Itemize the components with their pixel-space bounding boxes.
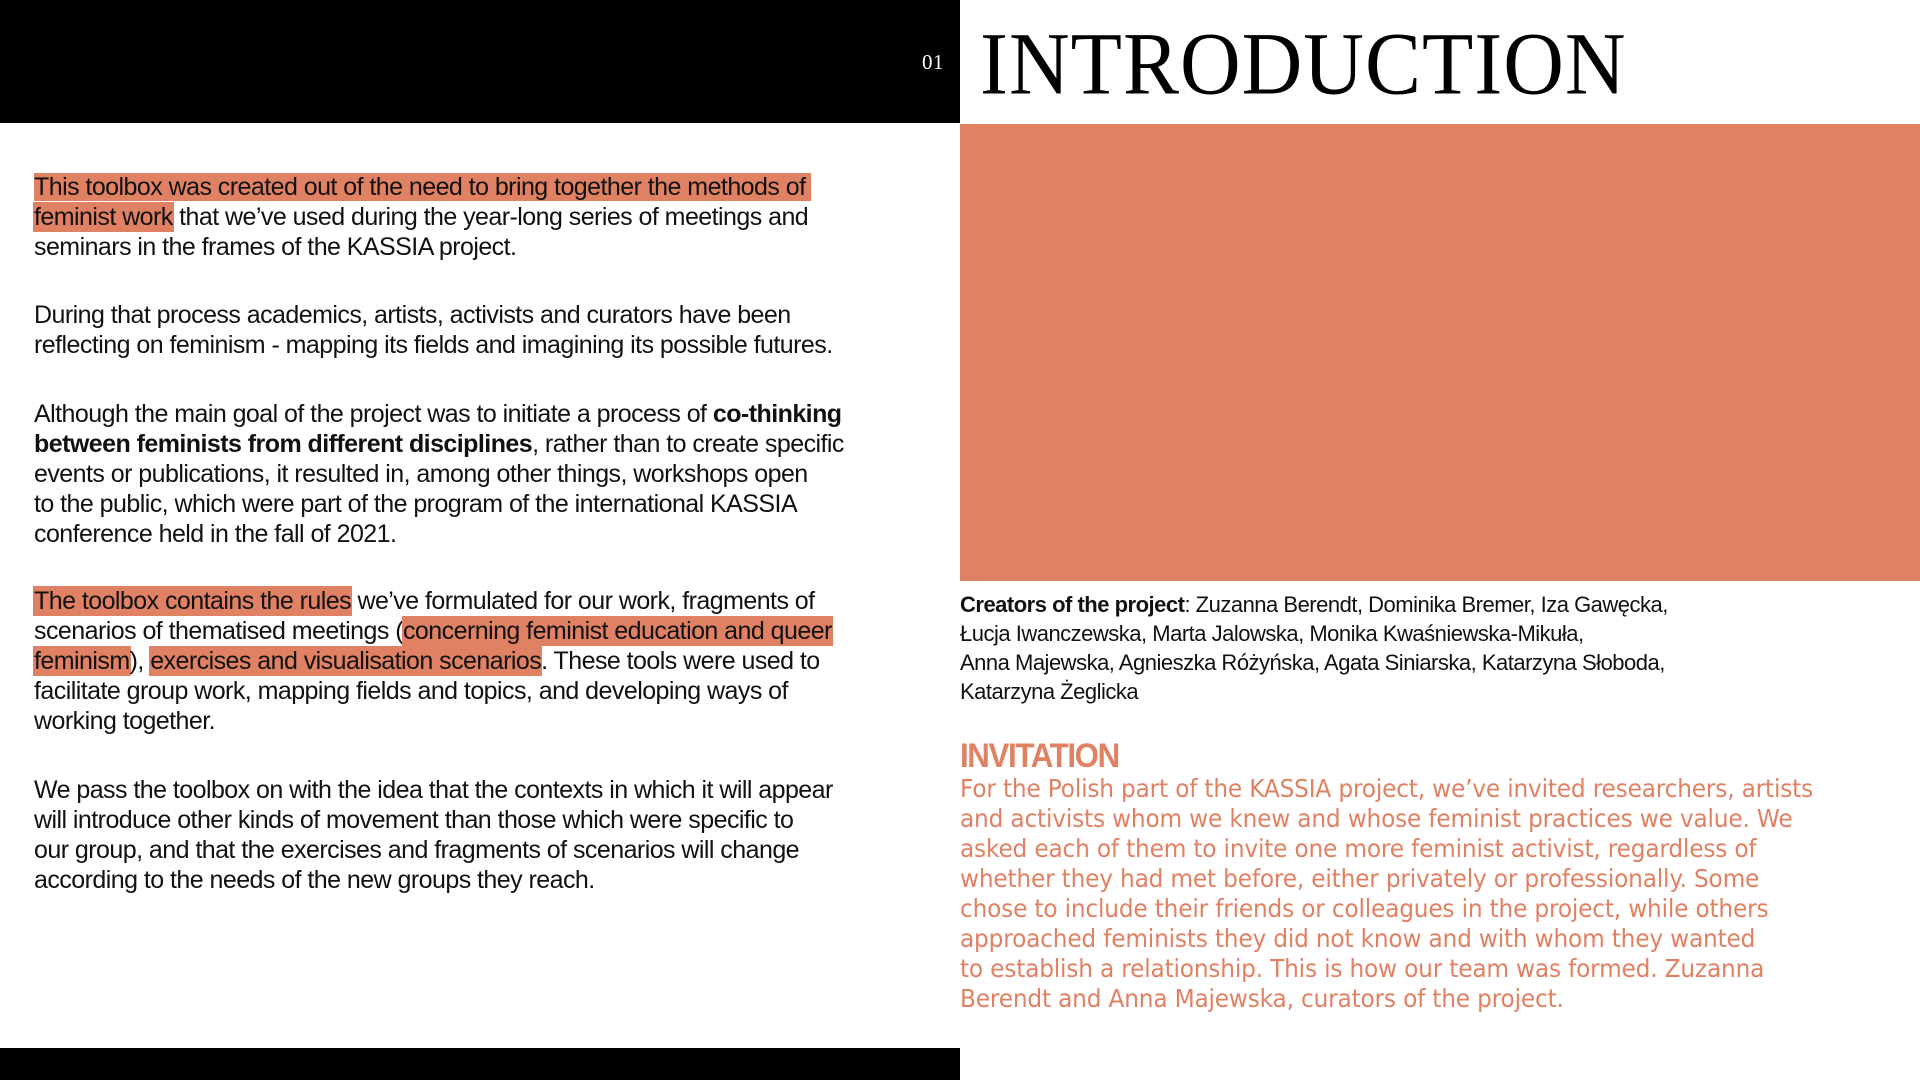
page-title: INTRODUCTION [980, 15, 1627, 114]
text-run: , rather than to create specific [532, 430, 844, 458]
bold-run: between feminists from different disciplines [34, 430, 533, 458]
text-line: seminars in the frames of the KASSIA project. [34, 233, 517, 261]
creators-label: Creators of the project [960, 592, 1185, 617]
text-run: . These tools were used to [541, 647, 820, 675]
invitation-heading: INVITATION [960, 737, 1119, 775]
text-line: approached feminists they did not know and with whom they wanted [960, 924, 1756, 953]
text-run: scenarios of thematised meetings ( [34, 617, 403, 645]
image-placeholder-block [960, 124, 1920, 581]
paragraph-4 [34, 586, 954, 736]
text-line: Berendt and Anna Majewska, curators of the project. [960, 984, 1564, 1013]
text-line: our group, and that the exercises and fragments of scenarios will change [34, 836, 800, 864]
text-line: chose to include their friends or colleagues in the project, while others [960, 894, 1769, 923]
text-line: facilitate group work, mapping fields and topics, and developing ways of [34, 677, 788, 705]
text-run: ), [129, 647, 151, 675]
text-run: : Zuzanna Berendt, Dominika Bremer, Iza Gawęcka, [1184, 592, 1668, 617]
highlight: feminist work [34, 203, 173, 231]
header-black-bar [0, 0, 960, 123]
text-run: we’ve formulated for our work, fragments of [351, 587, 815, 615]
text-run: Although the main goal of the project was to initiate a process of [34, 400, 713, 428]
bold-run: co-thinking [712, 400, 842, 428]
text-line: to establish a relationship. This is how our team was formed. Zuzanna [960, 954, 1765, 983]
text-line: Katarzyna Żeglicka [960, 679, 1139, 704]
text-line: reflecting on feminism - mapping its fields and imagining its possible futures. [34, 331, 833, 359]
page-number: 01 [922, 50, 944, 74]
text-line: For the Polish part of the KASSIA project, we’ve invited researchers, artists [960, 774, 1814, 803]
text-line: events or publications, it resulted in, among other things, workshops open [34, 460, 808, 488]
creators-list [960, 590, 1900, 706]
highlight: exercises and visualisation scenarios [150, 647, 542, 675]
text-line: whether they had met before, either privately or professionally. Some [960, 864, 1760, 893]
text-line [34, 616, 954, 646]
text-line: We pass the toolbox on with the idea that the contexts in which it will appear [34, 776, 833, 804]
text-line [34, 172, 954, 202]
invitation-section [960, 738, 1910, 1014]
highlight: This toolbox was created out of the need to bring together the methods of [34, 173, 811, 201]
text-run: that we’ve used during the year-long series of meetings and [172, 203, 809, 231]
text-line [960, 590, 1900, 619]
paragraph-3 [34, 399, 954, 549]
paragraph-2 [34, 300, 954, 360]
text-line [34, 429, 954, 459]
text-line: working together. [34, 707, 216, 735]
text-line: conference held in the fall of 2021. [34, 520, 397, 548]
highlight: concerning feminist education and queer [402, 617, 832, 645]
highlight: The toolbox contains the rules [34, 587, 352, 615]
text-line: Anna Majewska, Agnieszka Różyńska, Agata Siniarska, Katarzyna Słoboda, [960, 650, 1665, 675]
text-line: asked each of them to invite one more feminist activist, regardless of [960, 834, 1757, 863]
highlight: feminism [34, 647, 130, 675]
text-line: and activists whom we knew and whose feminist practices we value. We [960, 804, 1793, 833]
text-line [34, 586, 954, 616]
text-line: Łucja Iwanczewska, Marta Jalowska, Monika Kwaśniewska-Mikuła, [960, 621, 1584, 646]
text-line: will introduce other kinds of movement than those which were specific to [34, 806, 794, 834]
text-line [34, 646, 954, 676]
text-line: During that process academics, artists, activists and curators have been [34, 301, 791, 329]
text-line [34, 399, 954, 429]
text-line [34, 202, 954, 232]
paragraph-1 [34, 172, 954, 262]
text-line: to the public, which were part of the program of the international KASSIA [34, 490, 798, 518]
paragraph-5 [34, 775, 954, 895]
text-line: according to the needs of the new groups they reach. [34, 866, 595, 894]
footer-black-bar [0, 1048, 960, 1080]
